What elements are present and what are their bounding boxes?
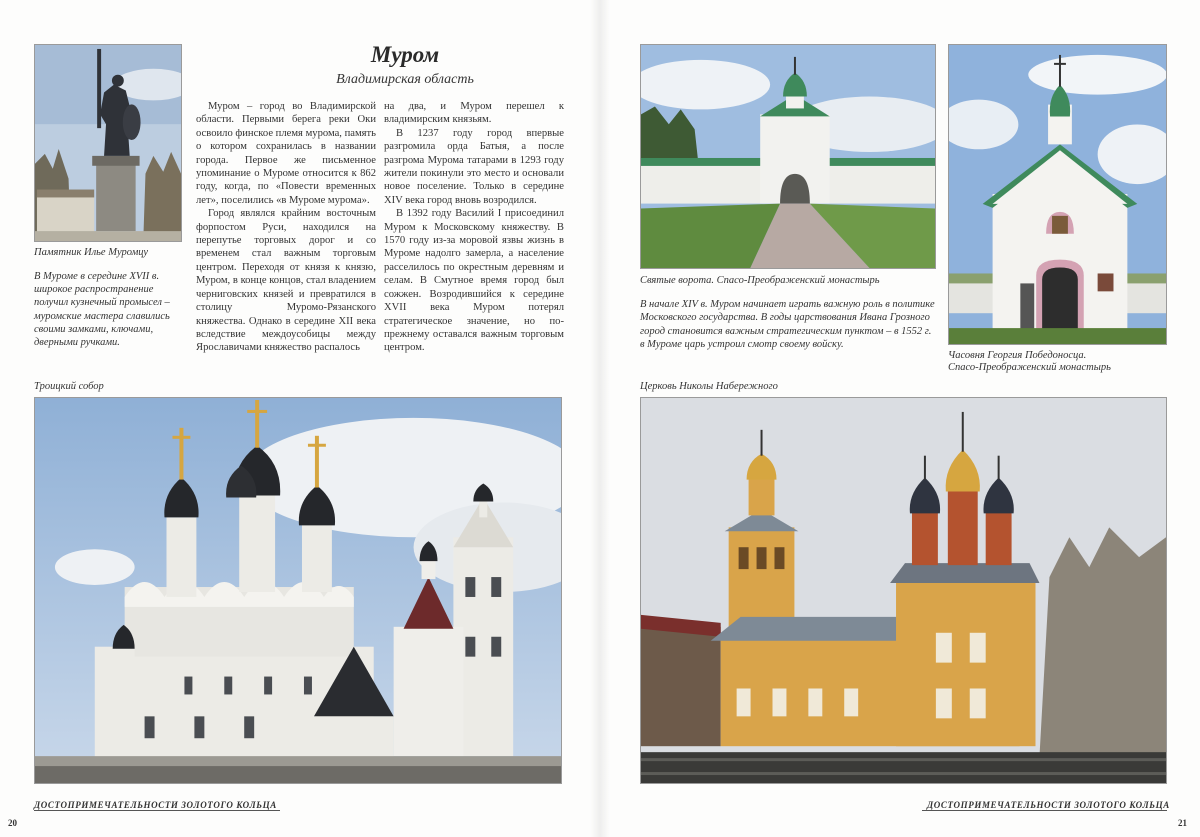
footer-divider <box>922 810 1167 811</box>
history-note: В начале XIV в. Муром начинает играть важную роль в политике Московского государства. В годы царствования Ивана Грозного город становится важным стратегическим пунктом – в 1552 г. в Муроме царь устроил смотр своему войску. <box>640 299 935 351</box>
footer-divider <box>34 810 280 811</box>
caption-nikola-naberezhny: Церковь Николы Набережного <box>640 381 778 392</box>
spine-gutter <box>590 0 610 837</box>
page-title: Муром <box>370 42 440 67</box>
caption-st-george-chapel-line1: Часовня Георгия Победоносца. <box>948 350 1087 361</box>
caption-ilya-muromets-monument: Памятник Илье Муромцу <box>34 247 149 258</box>
photo-ilya-muromets-monument <box>34 44 182 242</box>
side-note-smithing: В Муроме в середине XVII в. широкое распространение получил кузнечный промысел – муромские мастера славились своими замками, ключами, дверными ручками. <box>34 271 170 349</box>
photo-nikola-naberezhny-church <box>640 397 1167 784</box>
running-footer: ДОСТОПРИМЕЧАТЕЛЬНОСТИ ЗОЛОТОГО КОЛЬЦА <box>34 800 277 810</box>
photo-holy-gates <box>640 44 936 269</box>
text-column-2 <box>384 100 564 355</box>
text-column-1 <box>196 100 376 355</box>
caption-holy-gates: Святые ворота. Спасо-Преображенский монастырь <box>640 275 880 286</box>
running-footer: ДОСТОПРИМЕЧАТЕЛЬНОСТИ ЗОЛОТОГО КОЛЬЦА <box>927 800 1170 810</box>
paragraph: Муром – город во Владимирской области. Первыми берега реки Оки освоило финское племя мурома, память о котором сохранилась в названии города. Первое же письменное упоминание о Муроме относится к 862 году, когда, по «Повести временных лет», поселились «в Муроме мурома». <box>196 101 376 206</box>
paragraph: В 1237 году город впервые разгромила орда Батыя, а после разгрома Мурома татарами в 1293 году жители покинули это место и основали новое поселение. Только в середине XIV века город вновь возродился. <box>384 127 564 206</box>
caption-st-george-chapel-line2: Спасо-Преображенский монастырь <box>948 362 1111 373</box>
paragraph: на два, и Муром перешел к владимирским князьям. <box>384 101 564 126</box>
page-number: 20 <box>8 818 17 828</box>
page-subtitle: Владимирская область <box>336 72 474 87</box>
page-number: 21 <box>1178 818 1187 828</box>
paragraph: Город являлся крайним восточным форпостом Руси, находился на перепутье торговых дорог и со временем стал важным торговым центром. Переходя от князя к князю, Муром, в конце концов, стал владением черниговских князей и превратился в столицу Муромо-Рязанского княжества. Однако в середине XII века вследствие междоусобицы между Ярославичами княжество распалось <box>196 208 376 354</box>
caption-trinity-cathedral: Троицкий собор <box>34 381 104 392</box>
right-page <box>600 0 1200 837</box>
photo-st-george-chapel <box>948 44 1167 345</box>
paragraph: В 1392 году Василий I присоединил Муром к Московскому княжеству. В 1570 году из-за моровой язвы жизнь в Муроме надолго замерла, а население расселилось по окрестным деревням и селам. В Смутное время город был сожжен. Возродившийся к середине XVII века Муром потерял стратегическое значение, но по-прежнему оставался важным торговым центром. <box>384 208 564 354</box>
photo-trinity-cathedral <box>34 397 562 784</box>
